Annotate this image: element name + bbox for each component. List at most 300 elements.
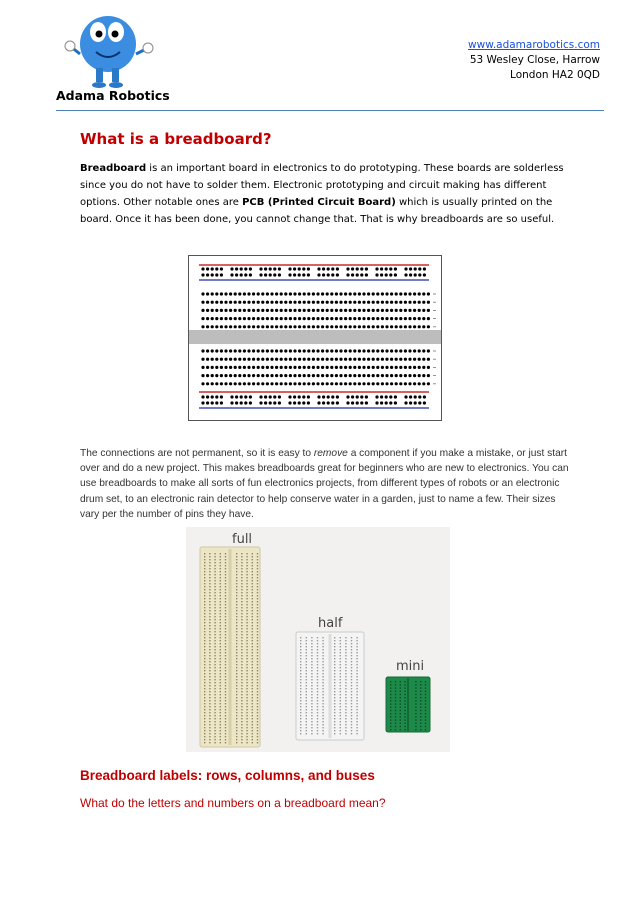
photo-hole [317, 643, 318, 644]
photo-hole [214, 610, 215, 611]
hole [259, 401, 262, 404]
connections-paragraph [80, 446, 575, 522]
hole [356, 395, 359, 398]
photo-hole [257, 730, 258, 731]
hole [293, 267, 296, 270]
photo-hole [246, 655, 247, 656]
hole [353, 349, 356, 352]
photo-hole [209, 586, 210, 587]
photo-hole [236, 568, 237, 569]
photo-hole [300, 658, 301, 659]
photo-hole [356, 703, 357, 704]
hole [336, 273, 339, 276]
photo-hole [225, 553, 226, 554]
photo-hole [209, 700, 210, 701]
hole [390, 366, 393, 369]
photo-hole [209, 589, 210, 590]
photo-hole [252, 682, 253, 683]
hole [312, 382, 315, 385]
photo-hole [214, 664, 215, 665]
hole [215, 317, 218, 320]
hole [249, 273, 252, 276]
photo-hole [404, 703, 405, 704]
photo-hole [225, 610, 226, 611]
photo-hole [204, 616, 205, 617]
hole [413, 325, 416, 328]
photo-hole [241, 733, 242, 734]
hole [344, 309, 347, 312]
hole [234, 374, 237, 377]
photo-hole [257, 676, 258, 677]
photo-hole [257, 709, 258, 710]
photo-hole [322, 649, 323, 650]
photo-hole [236, 691, 237, 692]
photo-hole [204, 727, 205, 728]
photo-hole [311, 673, 312, 674]
hole [418, 267, 421, 270]
photo-hole [252, 700, 253, 701]
photo-hole [236, 652, 237, 653]
photo-hole [420, 700, 421, 701]
hole [321, 358, 324, 361]
photo-hole [306, 664, 307, 665]
hole [307, 366, 310, 369]
photo-hole [252, 574, 253, 575]
photo-hole [204, 691, 205, 692]
photo-hole [204, 646, 205, 647]
photo-hole [220, 568, 221, 569]
photo-hole [220, 619, 221, 620]
photo-hole [415, 719, 416, 720]
website-link[interactable]: www.adamarobotics.com [468, 39, 600, 51]
photo-hole [204, 556, 205, 557]
photo-hole [257, 565, 258, 566]
photo-hole [404, 691, 405, 692]
hole [362, 317, 365, 320]
photo-hole [356, 658, 357, 659]
photo-hole [334, 640, 335, 641]
hole [358, 292, 361, 295]
photo-hole [225, 724, 226, 725]
hole [418, 309, 421, 312]
hole [376, 366, 379, 369]
photo-hole [246, 592, 247, 593]
photo-hole [204, 661, 205, 662]
hole [353, 382, 356, 385]
photo-hole [395, 713, 396, 714]
hole [230, 267, 233, 270]
photo-hole [252, 592, 253, 593]
hole [220, 267, 223, 270]
photo-hole [236, 697, 237, 698]
photo-hole [220, 562, 221, 563]
photo-hole [395, 681, 396, 682]
hole [385, 349, 388, 352]
photo-hole [236, 655, 237, 656]
photo-hole [225, 673, 226, 674]
photo-hole [209, 568, 210, 569]
hole [418, 273, 421, 276]
hole [275, 317, 278, 320]
hole [201, 301, 204, 304]
photo-hole [225, 709, 226, 710]
hole [344, 382, 347, 385]
photo-hole [252, 610, 253, 611]
photo-hole [257, 589, 258, 590]
hole [351, 273, 354, 276]
photo-hole [214, 640, 215, 641]
hole [349, 374, 352, 377]
hole [399, 358, 402, 361]
photo-hole [241, 649, 242, 650]
hole [385, 301, 388, 304]
photo-hole [209, 619, 210, 620]
hole [224, 358, 227, 361]
photo-hole [236, 574, 237, 575]
photo-hole [252, 580, 253, 581]
photo-hole [246, 619, 247, 620]
photo-hole [236, 715, 237, 716]
photo-hole [345, 664, 346, 665]
photo-hole [257, 733, 258, 734]
hole [353, 358, 356, 361]
hole [317, 395, 320, 398]
photo-hole [420, 691, 421, 692]
photo-hole [356, 715, 357, 716]
hole [422, 382, 425, 385]
photo-hole [246, 571, 247, 572]
photo-hole [404, 707, 405, 708]
photo-hole [351, 730, 352, 731]
hole [394, 267, 397, 270]
hole [327, 273, 330, 276]
hole [303, 317, 306, 320]
photo-hole [356, 685, 357, 686]
hole [312, 366, 315, 369]
photo-hole [220, 664, 221, 665]
hole [372, 366, 375, 369]
photo-hole [351, 643, 352, 644]
photo-hole [241, 685, 242, 686]
hole [390, 292, 393, 295]
photo-hole [356, 700, 357, 701]
photo-hole [345, 685, 346, 686]
hole [399, 292, 402, 295]
photo-hole [246, 673, 247, 674]
hole [247, 325, 250, 328]
hole [317, 273, 320, 276]
hole [389, 273, 392, 276]
hole [422, 317, 425, 320]
hole [266, 309, 269, 312]
photo-hole [345, 703, 346, 704]
hole [224, 382, 227, 385]
hole [244, 395, 247, 398]
hole [418, 292, 421, 295]
company-logo [62, 8, 154, 90]
photo-hole [246, 679, 247, 680]
photo-hole [317, 706, 318, 707]
photo-hole [345, 688, 346, 689]
hole [367, 301, 370, 304]
photo-hole [225, 559, 226, 560]
hole [414, 273, 417, 276]
photo-hole [404, 719, 405, 720]
photo-hole [351, 712, 352, 713]
photo-hole [404, 694, 405, 695]
photo-hole [209, 673, 210, 674]
photo-hole [252, 679, 253, 680]
hole [288, 401, 291, 404]
photo-hole [340, 730, 341, 731]
photo-hole [220, 622, 221, 623]
hole [358, 374, 361, 377]
hole [336, 401, 339, 404]
photo-hole [322, 721, 323, 722]
hole [257, 317, 260, 320]
hole [335, 382, 338, 385]
photo-hole [257, 700, 258, 701]
photo-hole [356, 670, 357, 671]
photo-hole [225, 736, 226, 737]
photo-hole [351, 670, 352, 671]
hole [312, 325, 315, 328]
photo-hole [334, 661, 335, 662]
photo-hole [241, 592, 242, 593]
hole [322, 395, 325, 398]
photo-hole [220, 559, 221, 560]
photo-hole [420, 707, 421, 708]
photo-hole [236, 616, 237, 617]
photo-hole [340, 661, 341, 662]
hole [293, 349, 296, 352]
photo-hole [204, 706, 205, 707]
photo-hole [345, 655, 346, 656]
photo-hole [252, 562, 253, 563]
hole [404, 267, 407, 270]
hole [395, 325, 398, 328]
photo-hole [246, 607, 247, 608]
hole [408, 292, 411, 295]
hole [293, 401, 296, 404]
hole [316, 317, 319, 320]
photo-hole [225, 571, 226, 572]
photo-hole [246, 598, 247, 599]
hole [404, 301, 407, 304]
hole [367, 292, 370, 295]
photo-hole [241, 586, 242, 587]
photo-hole [220, 682, 221, 683]
photo-hole [225, 742, 226, 743]
photo-hole [220, 676, 221, 677]
hole [389, 267, 392, 270]
hole [408, 366, 411, 369]
hole [385, 382, 388, 385]
photo-hole [209, 637, 210, 638]
hole [385, 401, 388, 404]
photo-hole [390, 691, 391, 692]
photo-hole [306, 718, 307, 719]
hole [404, 309, 407, 312]
hole [266, 382, 269, 385]
photo-hole [214, 691, 215, 692]
hole [252, 325, 255, 328]
photo-hole [204, 625, 205, 626]
hole [381, 358, 384, 361]
hole [230, 401, 233, 404]
photo-hole [241, 679, 242, 680]
photo-hole [400, 707, 401, 708]
photo-hole [395, 691, 396, 692]
photo-hole [204, 655, 205, 656]
photo-hole [204, 700, 205, 701]
hole [261, 317, 264, 320]
hole [381, 349, 384, 352]
hole [211, 325, 214, 328]
hole [249, 395, 252, 398]
photo-hole [209, 643, 210, 644]
photo-hole [420, 681, 421, 682]
hole [230, 395, 233, 398]
photo-hole [322, 646, 323, 647]
hole [289, 317, 292, 320]
photo-hole [351, 637, 352, 638]
hole [312, 358, 315, 361]
photo-hole [209, 670, 210, 671]
photo-hole [236, 736, 237, 737]
photo-hole [209, 553, 210, 554]
hole [413, 292, 416, 295]
photo-hole [257, 616, 258, 617]
photo-hole [300, 694, 301, 695]
photo-hole [209, 598, 210, 599]
hole [289, 358, 292, 361]
hole [293, 358, 296, 361]
photo-hole [340, 694, 341, 695]
hole [330, 309, 333, 312]
photo-hole [317, 670, 318, 671]
hole [288, 267, 291, 270]
photo-hole [351, 673, 352, 674]
hole [275, 366, 278, 369]
hole [367, 358, 370, 361]
hole [201, 267, 204, 270]
photo-hole [204, 679, 205, 680]
photo-hole [204, 640, 205, 641]
hole [346, 267, 349, 270]
photo-hole [345, 679, 346, 680]
photo-hole [395, 700, 396, 701]
photo-hole [257, 655, 258, 656]
photo-hole [225, 640, 226, 641]
photo-hole [204, 595, 205, 596]
photo-hole [306, 688, 307, 689]
photo-hole [225, 658, 226, 659]
photo-hole [241, 652, 242, 653]
photo-hole [225, 670, 226, 671]
photo-hole [317, 697, 318, 698]
label-full: full [232, 532, 253, 547]
breadboard-sizes-illustration [186, 527, 450, 752]
photo-hole [322, 700, 323, 701]
photo-hole [322, 706, 323, 707]
photo-hole [204, 553, 205, 554]
hole [215, 382, 218, 385]
photo-hole [356, 640, 357, 641]
photo-hole [236, 733, 237, 734]
photo-hole [322, 724, 323, 725]
photo-hole [225, 685, 226, 686]
photo-hole [317, 649, 318, 650]
hole [316, 349, 319, 352]
photo-hole [306, 715, 307, 716]
hole [404, 366, 407, 369]
photo-hole [204, 736, 205, 737]
hole [335, 317, 338, 320]
photo-hole [420, 716, 421, 717]
photo-hole [257, 661, 258, 662]
photo-hole [257, 691, 258, 692]
hole [206, 382, 209, 385]
photo-hole [209, 580, 210, 581]
hole [418, 374, 421, 377]
photo-hole [236, 679, 237, 680]
photo-hole [257, 688, 258, 689]
hole [206, 301, 209, 304]
photo-hole [204, 649, 205, 650]
photo-hole [214, 718, 215, 719]
hole [349, 309, 352, 312]
photo-hole [236, 688, 237, 689]
photo-hole [356, 688, 357, 689]
hole [351, 401, 354, 404]
photo-hole [204, 724, 205, 725]
photo-hole [214, 565, 215, 566]
photo-hole [334, 721, 335, 722]
hole [408, 374, 411, 377]
hole [243, 374, 246, 377]
photo-hole [214, 637, 215, 638]
hole [381, 325, 384, 328]
hole [206, 267, 209, 270]
photo-hole [246, 676, 247, 677]
hole [206, 374, 209, 377]
photo-hole [241, 616, 242, 617]
photo-hole [214, 559, 215, 560]
hole [316, 382, 319, 385]
photo-hole [300, 673, 301, 674]
photo-hole [236, 595, 237, 596]
photo-hole [241, 628, 242, 629]
photo-hole [415, 716, 416, 717]
photo-hole [204, 718, 205, 719]
photo-hole [214, 613, 215, 614]
photo-hole [306, 706, 307, 707]
photo-hole [252, 619, 253, 620]
hole [321, 374, 324, 377]
hole [356, 273, 359, 276]
photo-hole [390, 710, 391, 711]
photo-hole [241, 583, 242, 584]
photo-hole [300, 679, 301, 680]
photo-hole [345, 676, 346, 677]
photo-hole [300, 724, 301, 725]
photo-hole [236, 643, 237, 644]
photo-hole [246, 622, 247, 623]
photo-hole [241, 721, 242, 722]
photo-hole [257, 721, 258, 722]
photo-hole [204, 589, 205, 590]
